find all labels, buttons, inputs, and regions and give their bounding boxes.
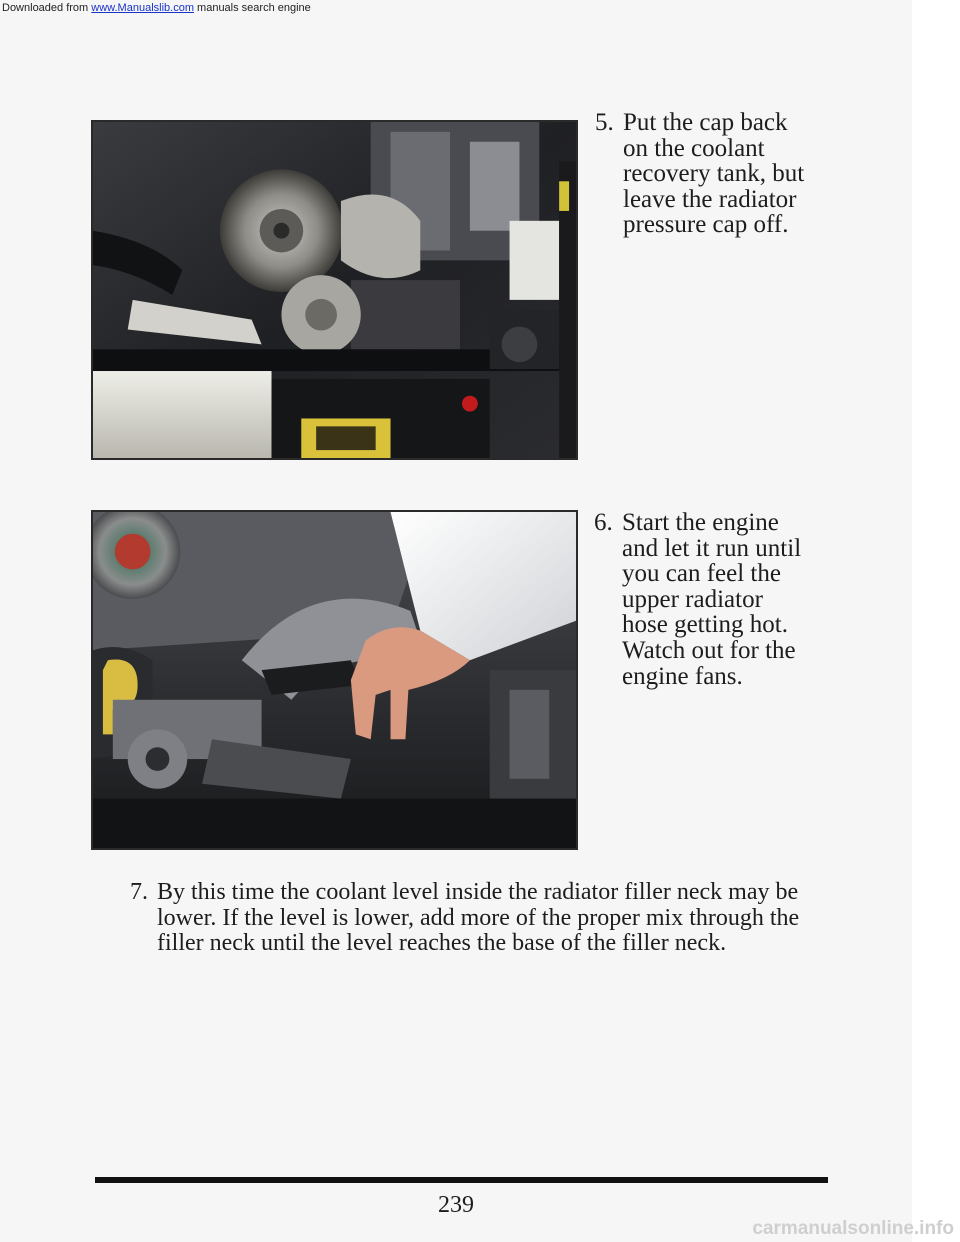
step-7-number: 7. <box>130 879 148 905</box>
engine-photo-radiator-hose <box>91 510 578 850</box>
step-5 <box>595 110 835 250</box>
step-5-number: 5. <box>595 109 614 136</box>
step-7-text: By this time the coolant level inside the radiator filler neck may be lower. If the level is lower, add more of the proper mix through the filler neck until the level reaches the base of the filler neck. <box>157 879 800 956</box>
source-suffix: manuals search engine <box>193 2 311 14</box>
engine-photo-coolant-tank <box>91 120 578 460</box>
right-margin <box>912 0 960 1242</box>
step-6 <box>594 510 834 690</box>
carmanualsonline-watermark: carmanualsonline.info <box>752 1218 954 1239</box>
footer-rule <box>95 1177 828 1183</box>
step-5-text: Put the cap back on the coolant recovery tank, but leave the radiator pressure cap off. <box>623 109 805 239</box>
manualslib-link[interactable]: www.Manualslib.com <box>91 2 194 14</box>
engine-photo-coolant-tank-image <box>93 122 576 458</box>
step-7 <box>130 880 830 970</box>
source-prefix: Downloaded from <box>2 2 92 14</box>
download-source-line <box>2 2 311 14</box>
step-6-number: 6. <box>594 509 613 536</box>
step-6-text: Start the engine and let it run until you can feel the upper radiator hose getting hot. Watch out for the engine fans. <box>622 509 802 690</box>
engine-photo-radiator-hose-image <box>93 512 576 848</box>
page-number: 239 <box>438 1192 474 1218</box>
